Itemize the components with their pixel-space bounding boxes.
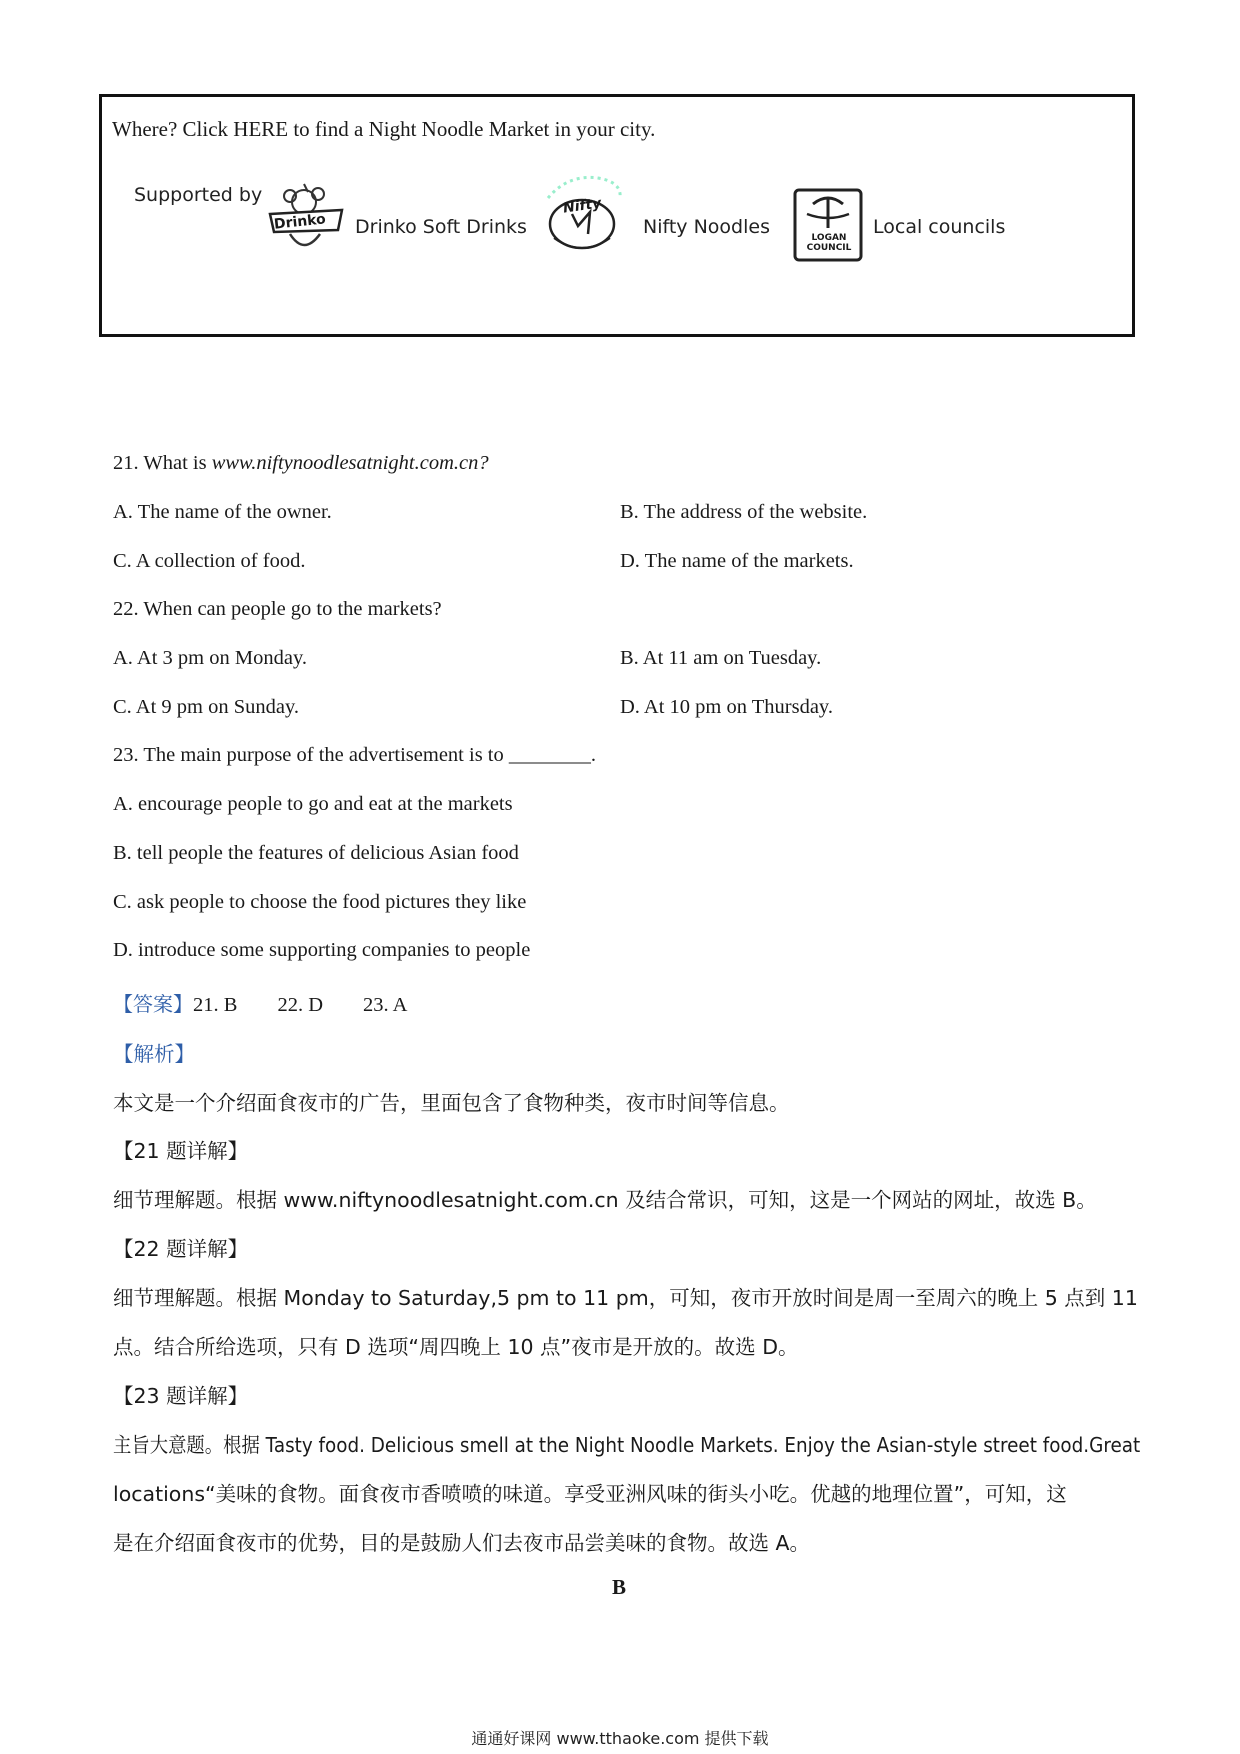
sponsor-nifty-noodles: Nifty Noodles (643, 216, 770, 238)
answer-label: 【答案】 (113, 992, 193, 1016)
question-21-prefix: 21. What is (113, 452, 212, 474)
drinko-logo-text: Drinko (273, 211, 327, 233)
answer-23: 23. A (363, 994, 408, 1016)
detail-22-line-1: 细节理解题。根据 Monday to Saturday,5 pm to 11 pm，可知，夜市开放时间是周一至周六的晚上 5 点到 11 (113, 1286, 1138, 1310)
detail-23-line-3: 是在介绍面食夜市的优势，目的是鼓励人们去夜市品尝美味的食物。故选 A。 (113, 1531, 811, 1555)
ad-where-text: Where? Click HERE to find a Night Noodle Market in your city. (112, 117, 656, 141)
detail-22-line-2: 点。结合所给选项，只有 D 选项“周四晚上 10 点”夜市是开放的。故选 D。 (113, 1335, 799, 1359)
question-23-option-a: A. encourage people to go and eat at the markets (113, 793, 513, 815)
question-22-option-b: B. At 11 am on Tuesday. (620, 647, 822, 669)
detail-21-line-1: 细节理解题。根据 www.niftynoodlesatnight.com.cn 及结合常识，可知，这是一个网站的网址，故选 B。 (113, 1188, 1097, 1212)
nifty-logo-text: Nifty (562, 195, 603, 217)
page-footer: 通通好课网 www.tthaoke.com 提供下载 (471, 1729, 769, 1748)
detail-23-line-2: locations“美味的食物。面食夜市香喷喷的味道。享受亚洲风味的街头小吃。优越的地理位置”，可知，这 (113, 1482, 1067, 1506)
question-23-option-b: B. tell people the features of delicious Asian food (113, 842, 519, 864)
question-21-stem (113, 452, 489, 475)
detail-23-heading: 【23 题详解】 (113, 1384, 249, 1408)
council-logo-text: LOGAN COUNCIL (806, 233, 852, 253)
detail-22-heading: 【22 题详解】 (113, 1237, 249, 1261)
question-21-option-a: A. The name of the owner. (113, 501, 332, 523)
answer-22: 22. D (277, 994, 323, 1016)
question-22-option-c: C. At 9 pm on Sunday. (113, 696, 300, 718)
supported-by-label: Supported by (134, 184, 263, 206)
question-21-url: www.niftynoodlesatnight.com.cn? (211, 452, 489, 474)
sponsor-drinko: Drinko Soft Drinks (355, 216, 527, 238)
question-23-option-d: D. introduce some supporting companies to people (113, 939, 531, 961)
section-b-heading: B (612, 1575, 627, 1599)
nifty-noodles-logo-icon (538, 168, 638, 260)
detail-23-line-1: 主旨大意题。根据 Tasty food. Delicious smell at the Night Noodle Markets. Enjoy the Asian-style street food.Great (113, 1433, 1141, 1457)
question-21-option-d: D. The name of the markets. (620, 550, 854, 572)
question-23-stem: 23. The main purpose of the advertisement is to ________. (113, 744, 596, 766)
question-21-option-b: B. The address of the website. (620, 501, 868, 523)
question-21-option-c: C. A collection of food. (113, 550, 306, 572)
answer-21: 21. B (193, 994, 238, 1016)
analysis-intro: 本文是一个介绍面食夜市的广告，里面包含了食物种类，夜市时间等信息。 (113, 1091, 790, 1115)
question-23-option-c: C. ask people to choose the food pictures they like (113, 891, 527, 913)
detail-21-heading: 【21 题详解】 (113, 1139, 249, 1163)
sponsor-local-councils: Local councils (873, 216, 1006, 238)
question-22-stem: 22. When can people go to the markets? (113, 598, 442, 620)
question-22-option-a: A. At 3 pm on Monday. (113, 647, 307, 669)
analysis-label: 【解析】 (113, 1042, 195, 1066)
question-22-option-d: D. At 10 pm on Thursday. (620, 696, 833, 718)
answer-line (113, 988, 407, 1017)
